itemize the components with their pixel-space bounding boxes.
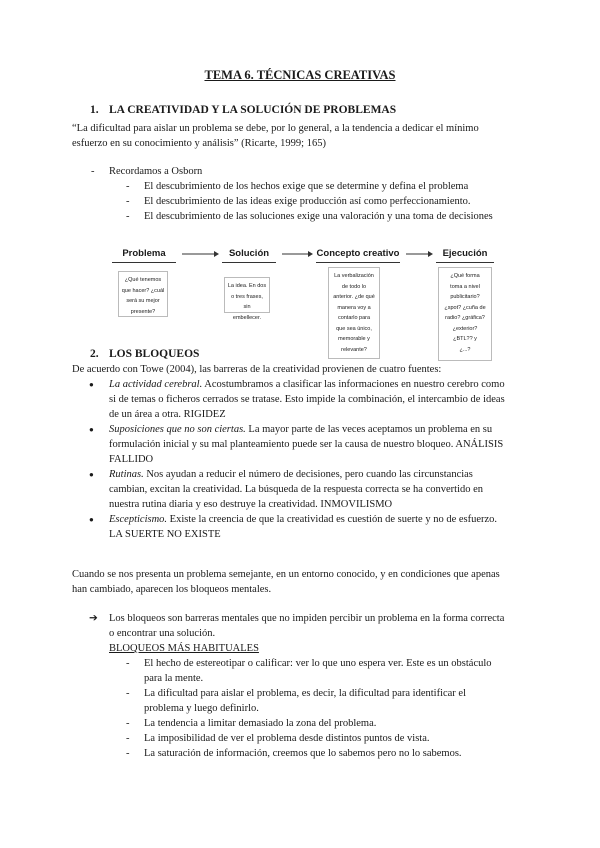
bullet-text: si de temas o ficheros cerrados se tratase. Esto impide la combinación, el intercambio de ideas [109, 394, 505, 405]
bullet-line [109, 377, 539, 392]
stage-description-box [438, 267, 492, 361]
list-item [126, 194, 536, 209]
bullet-text: Acostumbramos a clasificar las informaciones en nuestro cerebro como [202, 379, 505, 390]
box-line: ¿exterior? [452, 325, 478, 332]
bullet-text: formulación inicial y su mal planteamiento puede ser la causa de nuestro bloqueo. ANÁLISIS [109, 439, 504, 450]
list-item [126, 656, 526, 686]
dash-marker: - [126, 658, 130, 669]
section-1-heading: LA CREATIVIDAD Y LA SOLUCIÓN DE PROBLEMAS [109, 104, 397, 116]
box-line: memorable y [338, 336, 370, 342]
bullet-marker: ● [89, 380, 94, 389]
bullet-text: FALLIDO [109, 454, 154, 465]
list-item [126, 716, 526, 731]
box-line: de todo lo [341, 283, 367, 290]
dash-marker: - [126, 718, 130, 729]
box-line: anterior. ¿de qué [333, 294, 375, 300]
quote-line: “La dificultad para aislar un problema se debe, por lo general, a la tendencia a dedicar el mínimo [72, 123, 479, 134]
section-1-quote [72, 121, 534, 151]
section-2-number: 2. [90, 348, 99, 360]
stage-description-box [118, 271, 168, 317]
list-item-text: La saturación de información, creemos que lo sabemos pero no lo sabemos. [144, 748, 462, 759]
dash-marker: - [91, 166, 95, 177]
dash-marker: - [126, 196, 130, 207]
box-line: ¿BTL?? y [453, 336, 477, 342]
bullet-text: nuestra rutina diaria y eso destruye la creatividad. INMOVILISMO [109, 499, 393, 510]
box-line: ¿Qué tenemos [124, 277, 162, 283]
dash-marker: - [126, 181, 130, 192]
list-item [126, 179, 536, 194]
section-2-heading: LOS BLOQUEOS [109, 348, 200, 360]
arrow-text: Los bloqueos son barreras mentales que no impiden percibir un problema en la forma correcta [109, 613, 505, 624]
stage-description-box [224, 277, 270, 321]
stage-label: Ejecución [436, 247, 494, 263]
box-line: La verbalización [334, 273, 374, 279]
bullet-text: La mayor parte de las veces aceptamos un problema en su [245, 424, 493, 435]
arrow-right-icon [280, 247, 314, 261]
dash-marker: - [126, 748, 130, 759]
bullet-text: Existe la creencia de que la creatividad es cuestión de suerte y no de esfuerzo. [167, 514, 498, 525]
list-item [89, 422, 539, 467]
quote-line: esfuerzo en su conocimiento y análisis” (Ricarte, 1999; 165) [72, 138, 326, 149]
list-item-text: problema y luego definirlo. [144, 703, 259, 714]
bullet-line [109, 512, 539, 527]
list-item-text: El descubrimiento de las ideas exige producción así como perfeccionamiento. [144, 196, 471, 207]
bullet-marker: ● [89, 425, 94, 434]
box-line: que hacer? ¿cuál [121, 287, 165, 294]
osborn-label: Recordamos a Osborn [109, 166, 203, 177]
box-line: radio? ¿gráfica? [445, 315, 485, 321]
bullet-marker: ● [89, 515, 94, 524]
osborn-item [91, 164, 531, 179]
bullet-term: Rutinas. [109, 469, 144, 480]
box-line: publicitario? [450, 294, 480, 300]
box-line: embellecer. [232, 314, 262, 321]
box-line: toma a nivel [450, 283, 480, 290]
list-item [89, 377, 539, 422]
osborn-sublist [126, 179, 536, 224]
list-item-text: El hecho de estereotipar o calificar: ver lo que uno espera ver. Este es un obstáculo [144, 658, 492, 669]
section-2-intro: De acuerdo con Towe (2004), las barreras de la creatividad provienen de cuatro fuentes: [72, 364, 442, 375]
arrow-right-icon: ➔ [89, 613, 98, 624]
bullet-line [109, 422, 539, 437]
list-item-text: El descubrimiento de los hechos exige que se determine y defina el problema [144, 181, 469, 192]
bullet-term: Escepticismo. [109, 514, 168, 525]
list-item [89, 512, 539, 542]
dash-marker: - [126, 733, 130, 744]
arrow-right-icon [180, 247, 220, 261]
box-line: será su mejor [126, 298, 160, 304]
stage-label: Solución [222, 247, 276, 263]
box-line: La idea. En dos [227, 283, 267, 289]
box-line: o tres frases, sin [231, 293, 263, 310]
box-line: contarlo para [337, 315, 371, 321]
barriers-list [89, 377, 539, 542]
stage-description-box [328, 267, 380, 359]
box-line: ¿Qué forma [450, 273, 480, 279]
bullet-text: cambian, excitan la creatividad. La búsqueda de la respuesta correcta se ha convertido en [109, 484, 484, 495]
stage-label: Problema [112, 247, 176, 263]
list-item [89, 467, 539, 512]
list-item-text: La dificultad para aislar el problema, es decir, la dificultad para identificar el [144, 688, 467, 699]
box-line: manera voy a [337, 304, 371, 311]
bullet-term: La actividad cerebral. [109, 379, 203, 390]
list-item-text: El descubrimiento de las soluciones exige una valoración y una toma de decisiones [144, 211, 493, 222]
bullet-marker: ● [89, 470, 94, 479]
arrow-item [89, 611, 539, 656]
list-item [126, 731, 526, 746]
box-line: relevante? [341, 346, 367, 353]
list-item-text: para la mente. [144, 673, 204, 684]
paragraph-line: Cuando se nos presenta un problema semejante, en un entorno conocido, y en condiciones que apenas [72, 569, 500, 580]
arrow-item-body [89, 611, 539, 656]
bullet-term: Suposiciones que no son ciertas. [109, 424, 246, 435]
arrow-right-icon [404, 247, 434, 261]
box-line: que sea único, [336, 325, 372, 332]
bullet-text: Nos ayudan a reducir el número de decisiones, pero cuando las circunstancias [143, 469, 473, 480]
list-item-text: La imposibilidad de ver el problema desde distintos puntos de vista. [144, 733, 430, 744]
arrow-text: o encontrar una solución. [109, 628, 216, 639]
section-2-paragraph [72, 567, 534, 597]
blocks-list [126, 656, 526, 761]
blocks-subheading: BLOQUEOS MÁS HABITUALES [109, 643, 259, 654]
bullet-text: LA SUERTE NO EXISTE [109, 529, 221, 540]
process-diagram [112, 243, 507, 363]
list-item [126, 686, 526, 716]
dash-marker: - [126, 211, 130, 222]
list-item [126, 209, 536, 224]
box-line: ¿...? [459, 346, 471, 353]
bullet-line [109, 467, 539, 482]
box-line: presente? [130, 308, 156, 315]
dash-marker: - [126, 688, 130, 699]
bullet-text: de un área a otra. RIGIDEZ [109, 409, 226, 420]
section-1-number: 1. [90, 104, 99, 116]
list-item-text: La tendencia a limitar demasiado la zona del problema. [144, 718, 377, 729]
list-item [126, 746, 526, 761]
page-title: TEMA 6. TÉCNICAS CREATIVAS [204, 68, 396, 82]
box-line: ¿spot? ¿cuña de [444, 304, 486, 311]
paragraph-line: han cambiado, aparecen los bloqueos mentales. [72, 584, 272, 595]
stage-label: Concepto creativo [316, 247, 400, 263]
